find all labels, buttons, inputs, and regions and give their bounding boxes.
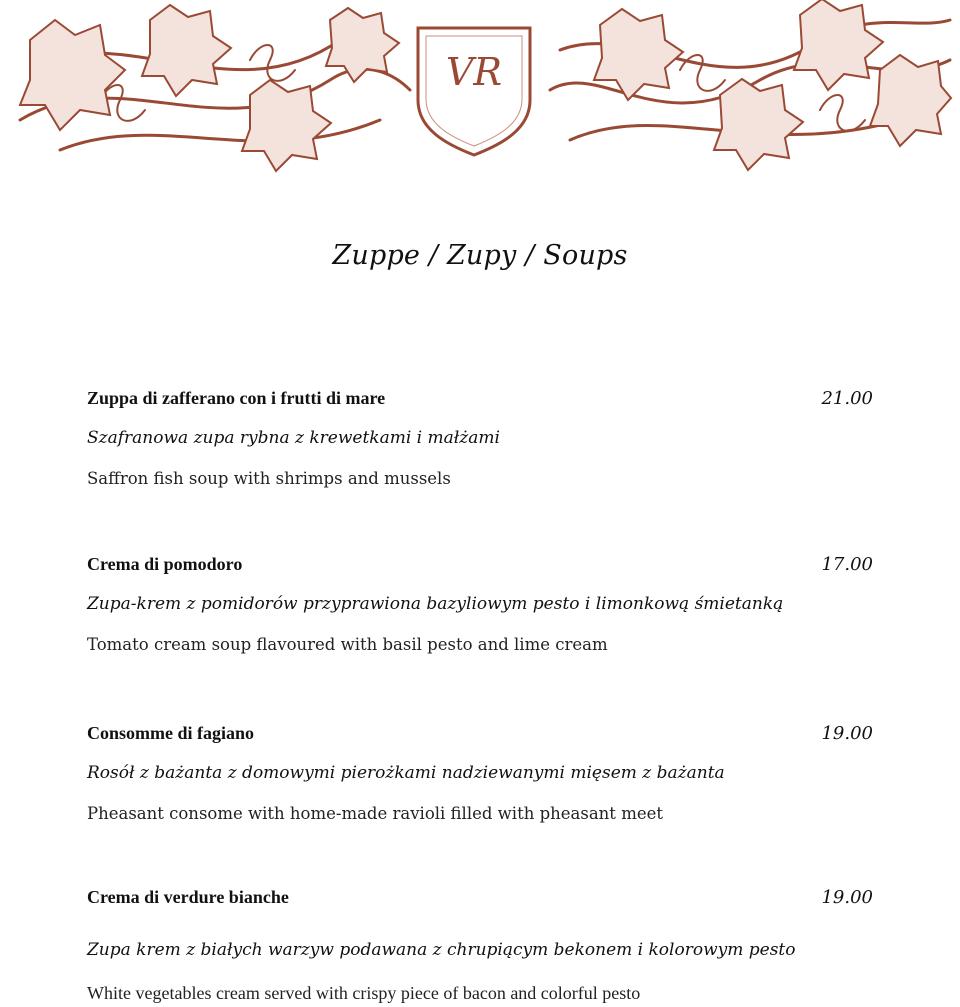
item-name: Zuppa di zafferano con i frutti di mare: [87, 388, 386, 408]
item-english-description: Tomato cream soup flavoured with basil pesto and lime cream: [87, 635, 608, 654]
monogram-logo: VR: [445, 50, 503, 94]
item-english-description: Pheasant consome with home-made ravioli filled with pheasant meet: [87, 804, 663, 823]
item-name: Consomme di fagiano: [87, 723, 255, 743]
item-english-description: Saffron fish soup with shrimps and mussels: [87, 469, 451, 488]
item-polish-description: Szafranowa zupa rybna z krewetkami i małżami: [87, 428, 500, 448]
item-price: 21.00: [821, 388, 873, 409]
item-polish-description: Rosół z bażanta z domowymi pierożkami nadziewanymi mięsem z bażanta: [87, 763, 725, 783]
item-polish-description: Zupa-krem z pomidorów przyprawiona bazyliowym pesto i limonkową śmietanką: [87, 594, 784, 614]
item-polish-description: Zupa krem z białych warzyw podawana z chrupiącym bekonem i kolorowym pesto: [87, 940, 796, 960]
item-english-description: White vegetables cream served with crispy piece of bacon and colorful pesto: [87, 983, 641, 1003]
section-title: Zuppe / Zupy / Soups: [332, 240, 628, 271]
item-name: Crema di verdure bianche: [87, 887, 289, 907]
item-name: Crema di pomodoro: [87, 554, 243, 574]
item-price: 19.00: [821, 723, 873, 744]
item-price: 17.00: [821, 554, 873, 575]
item-price: 19.00: [821, 887, 873, 908]
